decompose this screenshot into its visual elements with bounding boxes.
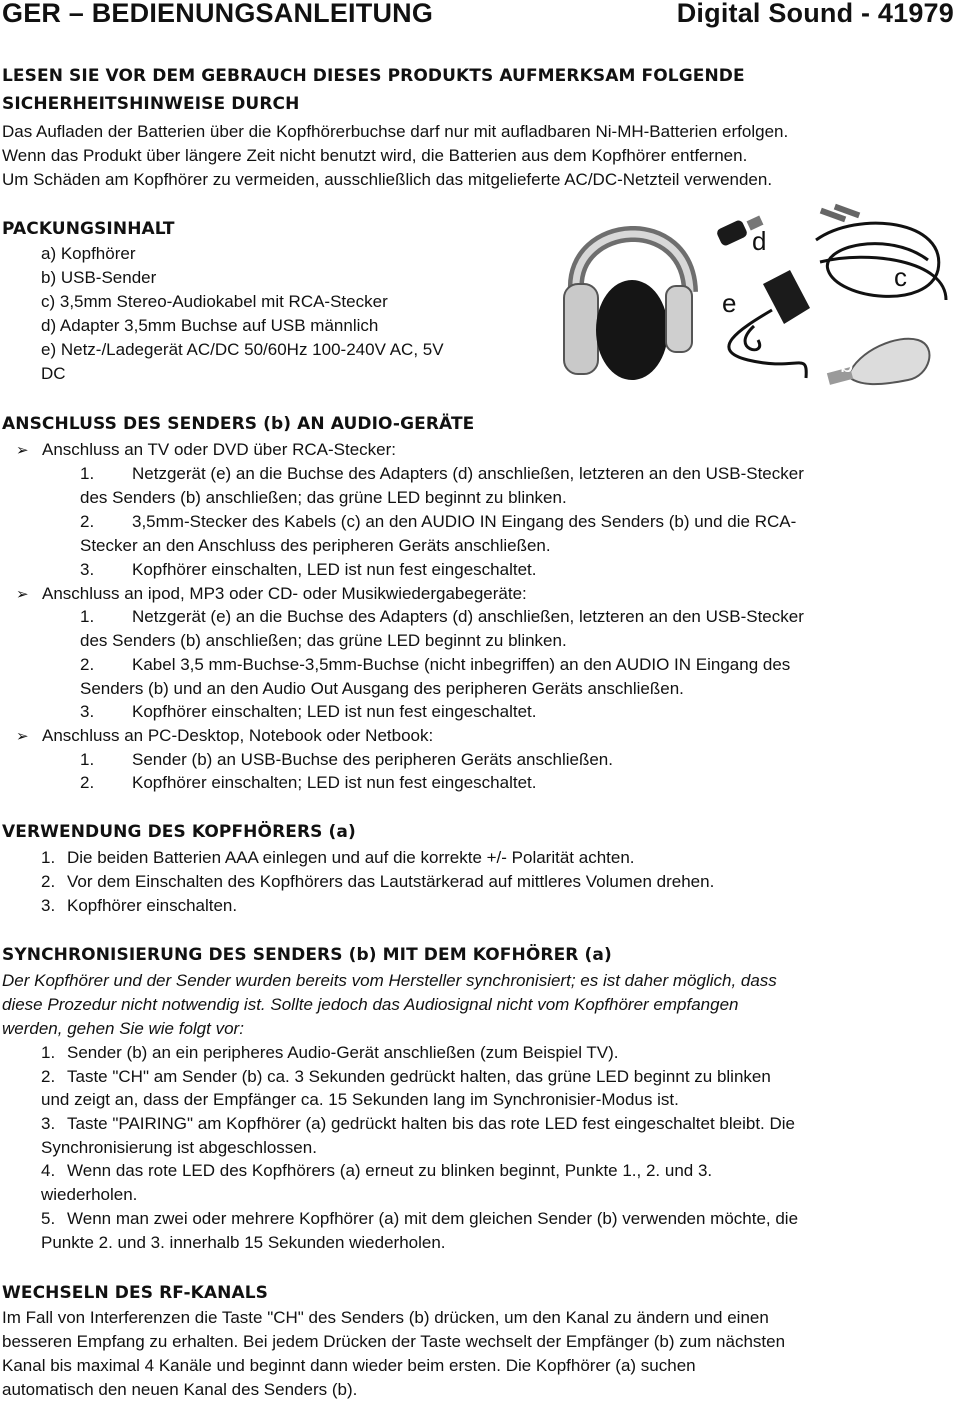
safety-heading-line2: SICHERHEITSHINWEISE DURCH <box>2 94 300 114</box>
connect-tv-step-2-cont: Stecker an den Anschluss des peripheren Geräts anschließen. <box>80 536 551 555</box>
connect-tv-step-1: 1. Netzgerät (e) an die Buchse des Adapters (d) anschließen, letzteren an den USB-Stecker <box>80 464 804 483</box>
photo-label-b: b <box>840 351 854 378</box>
photo-label-a: a <box>620 254 635 284</box>
connect-ipod-step-1-cont: des Senders (b) anschließen; das grüne LED beginnt zu blinken. <box>80 631 567 650</box>
sync-step-2-cont: und zeigt an, dass der Empfänger ca. 15 Sekunden lang im Synchronisier-Modus ist. <box>41 1090 679 1109</box>
cable-image <box>816 204 946 300</box>
rf-line-1: Im Fall von Interferenzen die Taste "CH" des Senders (b) drücken, um den Kanal zu ändern und einen <box>2 1308 769 1327</box>
usage-item-3: 3. Kopfhörer einschalten. <box>41 896 238 915</box>
sync-step-4-cont: wiederholen. <box>41 1185 138 1204</box>
package-item-e-cont: DC <box>41 364 66 383</box>
package-item-e: e) Netz-/Ladegerät AC/DC 50/60Hz 100-240V AC, 5V <box>41 340 444 359</box>
rf-line-3: Kanal bis maximal 4 Kanäle und beginnt dann wieder beim ersten. Die Kopfhörer (a) suchen <box>2 1356 696 1375</box>
charger-image <box>729 270 810 378</box>
connect-bullet-ipod: ➢ Anschluss an ipod, MP3 oder CD- oder Musikwiedergabegeräte: <box>16 582 527 607</box>
sync-step-5-cont: Punkte 2. und 3. innerhalb 15 Sekunden wiederholen. <box>41 1233 446 1252</box>
rf-heading: WECHSELN DES RF-KANALS <box>2 1283 269 1303</box>
connect-bullet-tv: ➢ Anschluss an TV oder DVD über RCA-Stecker: <box>16 438 396 463</box>
rf-line-2: besseren Empfang zu erhalten. Bei jedem Drücken der Taste wechselt der Empfänger (b) zum nächsten <box>2 1332 786 1351</box>
package-item-c: c) 3,5mm Stereo-Audiokabel mit RCA-Stecker <box>41 292 388 311</box>
arrow-bullet-icon: ➢ <box>16 442 29 459</box>
connect-tv-step-3: 3. Kopfhörer einschalten, LED ist nun fest eingeschaltet. <box>80 560 537 579</box>
connect-ipod-step-2-cont: Senders (b) und an den Audio Out Ausgang des peripheren Geräts anschließen. <box>80 679 684 698</box>
sync-intro-2: diese Prozedur nicht notwendig ist. Sollte jedoch das Audiosignal nicht vom Kopfhörer empfangen <box>2 995 739 1014</box>
connect-ipod-step-2: 2. Kabel 3,5 mm-Buchse-3,5mm-Buchse (nicht inbegriffen) an den AUDIO IN Eingang des <box>80 655 791 674</box>
package-contents-photo <box>558 200 956 390</box>
safety-line-2: Wenn das Produkt über längere Zeit nicht benutzt wird, die Batterien aus dem Kopfhörer entfernen. <box>2 146 748 165</box>
arrow-bullet-icon: ➢ <box>16 586 29 603</box>
sync-step-3: 3. Taste "PAIRING" am Kopfhörer (a) gedrückt halten bis das rote LED fest eingeschaltet bleibt. Die <box>41 1114 795 1133</box>
connect-pc-step-2: 2. Kopfhörer einschalten; LED ist nun fest eingeschaltet. <box>80 773 537 792</box>
page-header <box>2 0 954 28</box>
package-item-d: d) Adapter 3,5mm Buchse auf USB männlich <box>41 316 379 335</box>
safety-line-3: Um Schäden am Kopfhörer zu vermeiden, ausschließlich das mitgelieferte AC/DC-Netzteil verwenden. <box>2 170 773 189</box>
sync-intro-3: werden, gehen Sie wie folgt vor: <box>2 1019 244 1038</box>
sync-intro-1: Der Kopfhörer und der Sender wurden bereits vom Hersteller synchronisiert; es ist daher möglich, dass <box>2 971 777 990</box>
package-item-b: b) USB-Sender <box>41 268 157 287</box>
photo-label-d: d <box>752 226 767 256</box>
connect-tv-step-1-cont: des Senders (b) anschließen; das grüne LED beginnt zu blinken. <box>80 488 567 507</box>
package-heading: PACKUNGSINHALT <box>2 219 175 239</box>
usage-item-1: 1. Die beiden Batterien AAA einlegen und auf die korrekte +/- Polarität achten. <box>41 848 635 867</box>
connect-tv-step-2: 2. 3,5mm-Stecker des Kabels (c) an den AUDIO IN Eingang des Senders (b) und die RCA- <box>80 512 797 531</box>
connect-pc-step-1: 1. Sender (b) an USB-Buchse des peripheren Geräts anschließen. <box>80 750 613 769</box>
usage-item-2: 2. Vor dem Einschalten des Kopfhörers das Lautstärkerad auf mittleres Volumen drehen. <box>41 872 715 891</box>
rf-line-4: automatisch den neuen Kanal des Senders (b). <box>2 1380 358 1399</box>
connect-heading: ANSCHLUSS DES SENDERS (b) AN AUDIO-GERÄTE <box>2 414 475 434</box>
connect-bullet-pc: ➢ Anschluss an PC-Desktop, Notebook oder Netbook: <box>16 724 433 749</box>
document-title: GER – BEDIENUNGSANLEITUNG <box>2 0 434 28</box>
photo-label-e: e <box>722 288 737 318</box>
safety-line-1: Das Aufladen der Batterien über die Kopfhörerbuchse darf nur mit aufladbaren Ni-MH-Batterien erfolgen. <box>2 122 789 141</box>
connect-ipod-step-3: 3. Kopfhörer einschalten; LED ist nun fest eingeschaltet. <box>80 702 537 721</box>
sync-step-1: 1. Sender (b) an ein peripheres Audio-Gerät anschließen (zum Beispiel TV). <box>41 1043 619 1062</box>
sync-step-2: 2. Taste "CH" am Sender (b) ca. 3 Sekunden gedrückt halten, das grüne LED beginnt zu blinken <box>41 1067 771 1086</box>
connect-ipod-step-1: 1. Netzgerät (e) an die Buchse des Adapters (d) anschließen, letzteren an den USB-Stecker <box>80 607 804 626</box>
usage-heading: VERWENDUNG DES KOPFHÖRERS (a) <box>2 822 356 842</box>
sync-step-3-cont: Synchronisierung ist abgeschlossen. <box>41 1138 317 1157</box>
arrow-bullet-icon: ➢ <box>16 728 29 745</box>
product-name: Digital Sound - 41979 <box>676 0 954 28</box>
sync-step-5: 5. Wenn man zwei oder mehrere Kopfhörer (a) mit dem gleichen Sender (b) verwenden möchte, die <box>41 1209 799 1228</box>
sync-step-4: 4. Wenn das rote LED des Kopfhörers (a) erneut zu blinken beginnt, Punkte 1., 2. und 3. <box>41 1161 713 1180</box>
photo-label-c: c <box>894 262 907 292</box>
package-item-a: a) Kopfhörer <box>41 244 136 263</box>
sync-heading: SYNCHRONISIERUNG DES SENDERS (b) MIT DEM KOFHÖRER (a) <box>2 945 612 965</box>
safety-heading-line1: LESEN SIE VOR DEM GEBRAUCH DIESES PRODUKTS AUFMERKSAM FOLGENDE <box>2 66 745 86</box>
